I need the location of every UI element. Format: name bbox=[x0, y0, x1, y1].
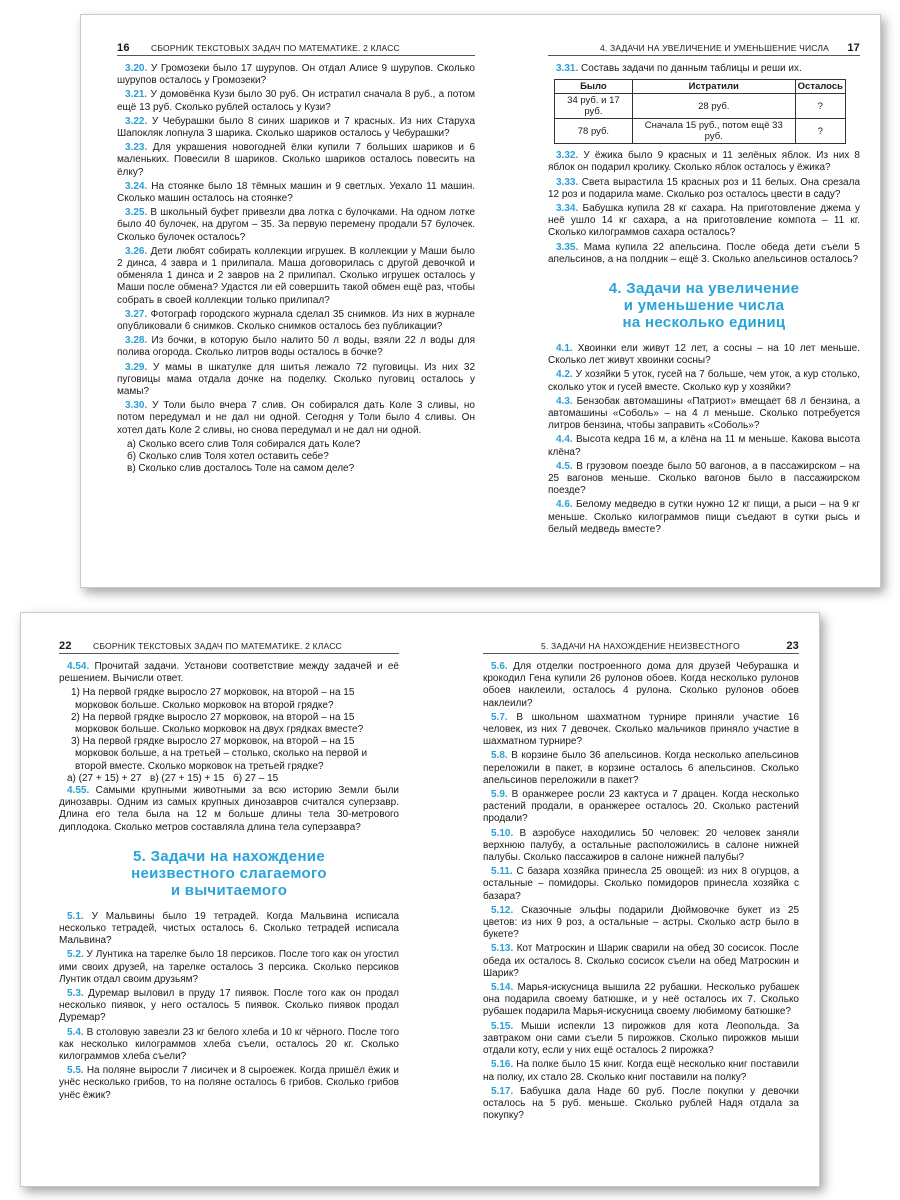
problem-number: 3.26. bbox=[125, 245, 148, 257]
problem-text: У домовёнка Кузи было 30 руб. Он истратил сначала 8 руб., а потом ещё 13 руб. Сколько рублей осталось у Кузи? bbox=[117, 89, 475, 113]
page-22 bbox=[59, 613, 399, 1186]
problem bbox=[117, 63, 475, 87]
problem bbox=[548, 203, 860, 240]
problem bbox=[483, 1021, 799, 1058]
page-17 bbox=[548, 15, 860, 587]
problem-text: Для отделки построенного дома для друзей Чебурашка и крокодил Гена купили 26 рулонов обоев. Когда несколько рулонов обоев наклеили, осталось 4 рулона. Сколько рулонов обоев наклеили? bbox=[483, 661, 800, 709]
problem-number: 4.54. bbox=[67, 661, 90, 672]
problem-text: Хвоинки ели живут 12 лет, а сосны – на 10 лет меньше. Сколько лет живут хвоинки сосны? bbox=[548, 343, 860, 367]
problem bbox=[548, 343, 860, 367]
problem-text: У Толи было вчера 7 слив. Он собирался дать Коле 3 сливы, но потом передумал и не дал ни одной. Сегодня у Толи было 4 сливы. Он хотел дать Коле 2 сливы, но снова передумал и не дал ни одной. bbox=[117, 400, 475, 436]
table-cell: 28 руб. bbox=[632, 94, 795, 119]
problem-text: Бабушка купила 28 кг сахара. На приготовление джема у неё ушло 14 кг сахара, а на приготовление компота – 11 кг. Сколько килограммов сахара осталось? bbox=[548, 203, 861, 239]
problem-text: Из бочки, в которую было налито 50 л воды, взяли 22 л воды для полива огорода. Сколько литров воды осталось в бочке? bbox=[117, 335, 475, 359]
problem bbox=[483, 1059, 799, 1083]
problem bbox=[59, 661, 399, 685]
problem-number: 3.29. bbox=[125, 361, 148, 373]
answer-option: а) (27 + 15) + 27 bbox=[67, 772, 142, 784]
page-number: 16 bbox=[117, 42, 130, 54]
page-16 bbox=[117, 15, 475, 587]
page-body bbox=[483, 661, 799, 1124]
problem-number: 4.4. bbox=[556, 434, 573, 446]
page-body bbox=[117, 63, 475, 476]
book-spread-pages-16-17 bbox=[80, 14, 881, 588]
table-header-cell: Осталось bbox=[795, 80, 845, 94]
problem-text: Прочитай задачи. Установи соответствие между задачей и её решением. Вычисли ответ. bbox=[59, 661, 399, 685]
problem bbox=[483, 789, 799, 826]
problem-text: Мыши испекли 13 пирожков для кота Леопольда. За завтраком они сами съели 5 пирожков. Сколько пирожков мыши отдали коту, если у них ещё осталось 2 пирожка? bbox=[483, 1020, 800, 1057]
table-cell: ? bbox=[795, 94, 845, 119]
problem-text: В грузовом поезде было 50 вагонов, а в пассажирском – на 25 вагонов меньше. Сколько вагонов было в пассажирском поезде? bbox=[548, 460, 860, 497]
problem bbox=[548, 396, 860, 433]
problem-number: 3.24. bbox=[125, 180, 148, 192]
problem bbox=[117, 142, 475, 179]
section-title-line: и вычитаемого bbox=[170, 881, 288, 899]
problem-text: Самыми крупными животными за всю историю Земли были динозавры. Одним из самых крупных динозавров считался суперзавр. Длина его тела была на 12 м больше длины тела 30-метрового диплодока. Сколько метров составляла длина тела суперзавра? bbox=[59, 785, 399, 833]
problem-text: Мама купила 22 апельсина. После обеда дети съели 5 апельсинов, а на полдник – ещё 3. Сколько апельсинов осталось? bbox=[548, 241, 860, 265]
problem bbox=[59, 785, 399, 834]
problem-text: Марья-искусница вышила 22 рубашки. Несколько рубашек она подарила своему батюшке, и у неё осталось их 7. Сколько рубашек подарила Марья-искусница своему любимому батюшке? bbox=[483, 982, 799, 1018]
sub-problem: 2) На первой грядке выросло 27 морковок, на второй – на 15 морковок больше. Сколько морковок на двух грядках вместе? bbox=[71, 711, 364, 736]
problem-number: 4.55. bbox=[67, 785, 90, 797]
sub-problem: 3) На первой грядке выросло 27 морковок, на второй – на 15 морковок больше, а на третьей – столько, сколько на первой и второй вместе. Сколько морковок на третьей грядке? bbox=[71, 736, 368, 772]
table-cell: 34 руб. и 17 руб. bbox=[555, 94, 633, 119]
sub-problem: 1) На первой грядке выросло 27 морковок, на второй – на 15 морковок больше. Сколько морковок на второй грядке? bbox=[71, 687, 355, 711]
problem-text: Света вырастила 15 красных роз и 11 белых. Она срезала 12 роз и подарила маме. Сколько роз осталось цвести в саду? bbox=[548, 176, 861, 200]
problem bbox=[548, 242, 860, 266]
page-number: 23 bbox=[786, 640, 799, 652]
problem-text: С базара хозяйка принесла 25 овощей: из них 8 огурцов, а остальные – помидоры. Сколько помидоров принесла хозяйка с базара? bbox=[483, 866, 799, 902]
page-body bbox=[548, 63, 860, 538]
answer-options bbox=[59, 773, 399, 785]
problem-number: 5.5. bbox=[67, 1065, 84, 1077]
table-row bbox=[555, 119, 846, 144]
problem-number: 5.16. bbox=[491, 1059, 514, 1071]
problem bbox=[483, 661, 799, 710]
problem-text: У Мальвины было 19 тетрадей. Когда Мальвина исписала несколько тетрадей, чистых осталось 6. Сколько тетрадей исписала Мальвина? bbox=[59, 910, 399, 947]
problem bbox=[117, 362, 475, 399]
problem-number: 5.8. bbox=[491, 750, 508, 762]
problem-number: 3.27. bbox=[125, 308, 148, 320]
problem-number: 5.6. bbox=[491, 661, 508, 672]
problem-text: На стоянке было 18 тёмных машин и 9 светлых. Уехало 11 машин. Сколько машин осталось на стоянке? bbox=[117, 180, 476, 205]
problem-number: 4.3. bbox=[556, 395, 573, 407]
problem-text: Белому медведю в сутки нужно 12 кг пищи, а рыси – на 9 кг меньше. Сколько килограммов пищи съедают в сутки рысь и белый медведь вместе? bbox=[548, 499, 861, 535]
problem bbox=[548, 177, 860, 201]
section-title bbox=[548, 280, 860, 331]
problem bbox=[117, 89, 475, 113]
section-title-line: неизвестного слагаемого bbox=[131, 864, 327, 882]
problem bbox=[117, 116, 475, 140]
data-table bbox=[554, 79, 846, 144]
problem-text: У Чебурашки было 8 синих шариков и 7 красных. Из них Старуха Шапокляк лопнула 3 шарика. Сколько шариков осталось у Чебурашки? bbox=[117, 115, 476, 140]
problem bbox=[548, 150, 860, 174]
header-title: 5. ЗАДАЧИ НА НАХОЖДЕНИЕ НЕИЗВЕСТНОГО bbox=[541, 641, 740, 651]
header-title: СБОРНИК ТЕКСТОВЫХ ЗАДАЧ ПО МАТЕМАТИКЕ. 2 КЛАСС bbox=[93, 641, 342, 651]
running-header bbox=[59, 637, 399, 654]
problem-number: 4.5. bbox=[556, 460, 573, 472]
problem bbox=[59, 1065, 399, 1102]
problem-number: 5.2. bbox=[67, 949, 84, 961]
problem bbox=[117, 309, 475, 333]
problem-number: 3.32. bbox=[556, 150, 579, 162]
problem bbox=[483, 943, 799, 980]
sub-question: а) Сколько всего слив Толя собирался дать Коле? bbox=[127, 438, 361, 450]
problem bbox=[59, 911, 399, 948]
problem-number: 5.3. bbox=[67, 988, 84, 1000]
problem-text: Составь задачи по данным таблицы и реши их. bbox=[581, 63, 802, 74]
problem bbox=[548, 63, 860, 75]
page-23 bbox=[483, 613, 799, 1186]
problem-number: 3.22. bbox=[125, 115, 148, 127]
problem-text: В аэробусе находились 50 человек: 20 человек заняли верхнюю палубу, а остальные расположились в салоне нижней палубы. Сколько пассажиров в салоне нижней палубы? bbox=[483, 827, 800, 864]
problem-number: 3.34. bbox=[556, 203, 579, 215]
table-row bbox=[555, 94, 846, 119]
problem-text: На поляне выросли 7 лисичек и 8 сыроежек. Когда пришёл ёжик и унёс несколько грибов, то на поляне осталось 6 грибов. Сколько грибов унёс ёжик? bbox=[59, 1065, 399, 1101]
problem-number: 3.23. bbox=[125, 142, 148, 154]
problem-text: У Громозеки было 17 шурупов. Он отдал Алисе 9 шурупов. Сколько шурупов осталось у Громозеки? bbox=[117, 63, 475, 87]
problem-text: Бабушка дала Наде 60 руб. После покупки у девочки осталось на 5 руб. меньше. Сколько рублей Надя отдала за покупку? bbox=[483, 1085, 800, 1122]
page-number: 17 bbox=[847, 42, 860, 54]
problem-number: 3.31. bbox=[556, 63, 579, 74]
problem-number: 4.1. bbox=[556, 343, 573, 355]
problem bbox=[59, 988, 399, 1025]
table-cell: Сначала 15 руб., потом ещё 33 руб. bbox=[632, 119, 795, 144]
problem-number: 3.25. bbox=[125, 207, 148, 219]
problem bbox=[483, 982, 799, 1019]
problem bbox=[483, 866, 799, 903]
page-body bbox=[59, 661, 399, 1104]
problem bbox=[548, 499, 860, 536]
problem bbox=[548, 369, 860, 393]
problem-number: 5.12. bbox=[491, 904, 514, 916]
section-title-line: 4. Задачи на увеличение bbox=[608, 280, 800, 298]
section-title-line: 5. Задачи на нахождение bbox=[133, 847, 325, 865]
sub-question: в) Сколько слив досталось Толе на самом деле? bbox=[127, 463, 355, 475]
section-title-line: и уменьшение числа bbox=[623, 297, 785, 315]
problem-number: 5.14. bbox=[491, 982, 514, 994]
problem bbox=[117, 207, 475, 244]
problem-text: В оранжерее росли 23 кактуса и 7 драцен. Когда несколько растений продали, в оранжерее осталось 20. Сколько растений продали? bbox=[483, 789, 800, 825]
problem bbox=[548, 434, 860, 458]
problem-text: Бензобак автомашины «Патриот» вмещает 68 л бензина, а автомашины «Соболь» – на 4 л меньше. Сколько потребуется литров бензина, чтобы заправить «Соболь»? bbox=[548, 395, 860, 432]
problem bbox=[483, 712, 799, 749]
sub-question: б) Сколько слив Толя хотел оставить себе? bbox=[127, 451, 329, 463]
running-header bbox=[117, 39, 475, 56]
section-title-line: на несколько единиц bbox=[622, 314, 786, 332]
header-title: 4. ЗАДАЧИ НА УВЕЛИЧЕНИЕ И УМЕНЬШЕНИЕ ЧИСЛА bbox=[600, 43, 829, 53]
problem-text: Для украшения новогодней ёлки купили 7 больших шариков и 6 маленьких. Повесили 8 шариков. Сколько шариков осталось повесить на ёлку? bbox=[117, 142, 476, 178]
running-header bbox=[483, 637, 799, 654]
section-title bbox=[59, 848, 399, 899]
problem-text: В корзине было 36 апельсинов. Когда несколько апельсинов переложили в пакет, в корзине осталось 6 апельсинов. Сколько апельсинов переложили в пакет? bbox=[483, 750, 799, 786]
problem-number: 3.35. bbox=[556, 241, 579, 253]
problem-number: 5.4. bbox=[67, 1026, 84, 1038]
problem bbox=[117, 246, 475, 307]
problem-text: Сказочные эльфы подарили Дюймовочке букет из 25 цветов: из них 9 роз, а остальные – астры. Сколько астр было в букете? bbox=[483, 904, 800, 941]
answer-option: б) 27 – 15 bbox=[233, 772, 279, 784]
problem bbox=[117, 335, 475, 359]
problem-number: 5.7. bbox=[491, 711, 508, 723]
problem-number: 3.20. bbox=[125, 63, 148, 74]
problem bbox=[117, 181, 475, 205]
problem bbox=[483, 905, 799, 942]
problem bbox=[117, 400, 475, 437]
answer-option bbox=[316, 773, 399, 785]
problem-text: У ёжика было 9 красных и 11 зелёных яблок. Из них 8 яблок он подарил кролику. Сколько яблок осталось у ёжика? bbox=[548, 150, 860, 174]
problem-number: 5.10. bbox=[491, 827, 514, 839]
problem-number: 3.21. bbox=[125, 89, 148, 101]
running-header bbox=[548, 39, 860, 56]
header-title: СБОРНИК ТЕКСТОВЫХ ЗАДАЧ ПО МАТЕМАТИКЕ. 2 КЛАСС bbox=[151, 43, 400, 53]
table-header-cell: Было bbox=[555, 80, 633, 94]
problem-text: На полке было 15 книг. Когда ещё несколько книг поставили на полку, их стало 28. Сколько книг поставили на полку? bbox=[483, 1059, 799, 1083]
problem-text: Дуремар выловил в пруду 17 пиявок. После того как он продал несколько пиявок, у него осталось 5 пиявок. Сколько пиявок продал Дуремар? bbox=[59, 988, 399, 1024]
problem-number: 3.33. bbox=[556, 176, 579, 188]
problem-text: Кот Матроскин и Шарик сварили на обед 30 сосисок. После обеда их осталось 8. Сколько сосисок съели на обед Матроскин и Шарик? bbox=[483, 943, 799, 979]
problem bbox=[59, 1027, 399, 1064]
table-cell: 78 руб. bbox=[555, 119, 633, 144]
problem-text: Дети любят собирать коллекции игрушек. В коллекции у Маши было 2 динса, 4 завра и 1 прилипала. Маша договорилась с другой девочкой и обменяла 1 динса и 2 завров на 2 прилипал. Сколько игрушек осталось у Маши после обмена? Удастся ли ей совершить такой обмен ещё раз, чтобы собрать в своей коллекции только прилипал? bbox=[117, 245, 475, 306]
table-header-cell: Истратили bbox=[632, 80, 795, 94]
problem-number: 5.13. bbox=[491, 943, 514, 955]
answer-option: в) (27 + 15) + 15 bbox=[150, 772, 225, 784]
problem-number: 5.9. bbox=[491, 789, 508, 801]
problem-text: В школьном шахматном турнире приняли участие 16 человек, из них 7 девочек. Сколько мальчиков приняло участие в шахматном турнире? bbox=[483, 711, 800, 748]
problem-text: У хозяйки 5 уток, гусей на 7 больше, чем уток, а кур столько, сколько уток и гусей вместе. Сколько кур у хозяйки? bbox=[548, 369, 860, 393]
problem-number: 3.30. bbox=[125, 400, 148, 412]
problem-number: 5.1. bbox=[67, 910, 84, 922]
problem-number: 5.11. bbox=[491, 866, 513, 878]
problem-text: В школьный буфет привезли два лотка с булочками. На одном лотке было 40 булочек, на другом – 35. За первую перемену продали 57 булочек. Сколько булочек осталось? bbox=[117, 207, 476, 243]
problem-number: 5.15. bbox=[491, 1020, 514, 1032]
problem bbox=[483, 828, 799, 865]
problem-number: 4.6. bbox=[556, 499, 573, 511]
problem bbox=[483, 750, 799, 787]
problem-number: 5.17. bbox=[491, 1085, 514, 1097]
problem-number: 3.28. bbox=[125, 335, 148, 347]
problem bbox=[59, 949, 399, 986]
problem-text: У мамы в шкатулке для шитья лежало 72 пуговицы. Из них 32 пуговицы мама отдала дочке на поделку. Сколько пуговиц осталось у мамы? bbox=[117, 361, 476, 398]
table-cell: ? bbox=[795, 119, 845, 144]
problem-number: 4.2. bbox=[556, 369, 573, 381]
problem-text: Фотограф городского журнала сделал 35 снимков. Из них в журнале опубликовали 6 снимков. Сколько снимков осталось без публикации? bbox=[117, 308, 475, 333]
page-number: 22 bbox=[59, 640, 72, 652]
problem bbox=[483, 1086, 799, 1123]
book-spread-pages-22-23 bbox=[20, 612, 820, 1187]
problem-text: В столовую завезли 23 кг белого хлеба и 10 кг чёрного. После того как несколько килограммов хлеба съели, осталось 20 кг. Сколько килограммов хлеба съели? bbox=[59, 1026, 400, 1063]
problem-text: У Лунтика на тарелке было 18 персиков. После того как он угостил ими своих друзей, на тарелке осталось 3 персика. Сколько персиков Лунтик отдал своим друзьям? bbox=[59, 949, 399, 985]
problem-text: Высота кедра 16 м, а клёна на 11 м меньше. Какова высота клёна? bbox=[548, 434, 861, 458]
problem bbox=[548, 461, 860, 498]
